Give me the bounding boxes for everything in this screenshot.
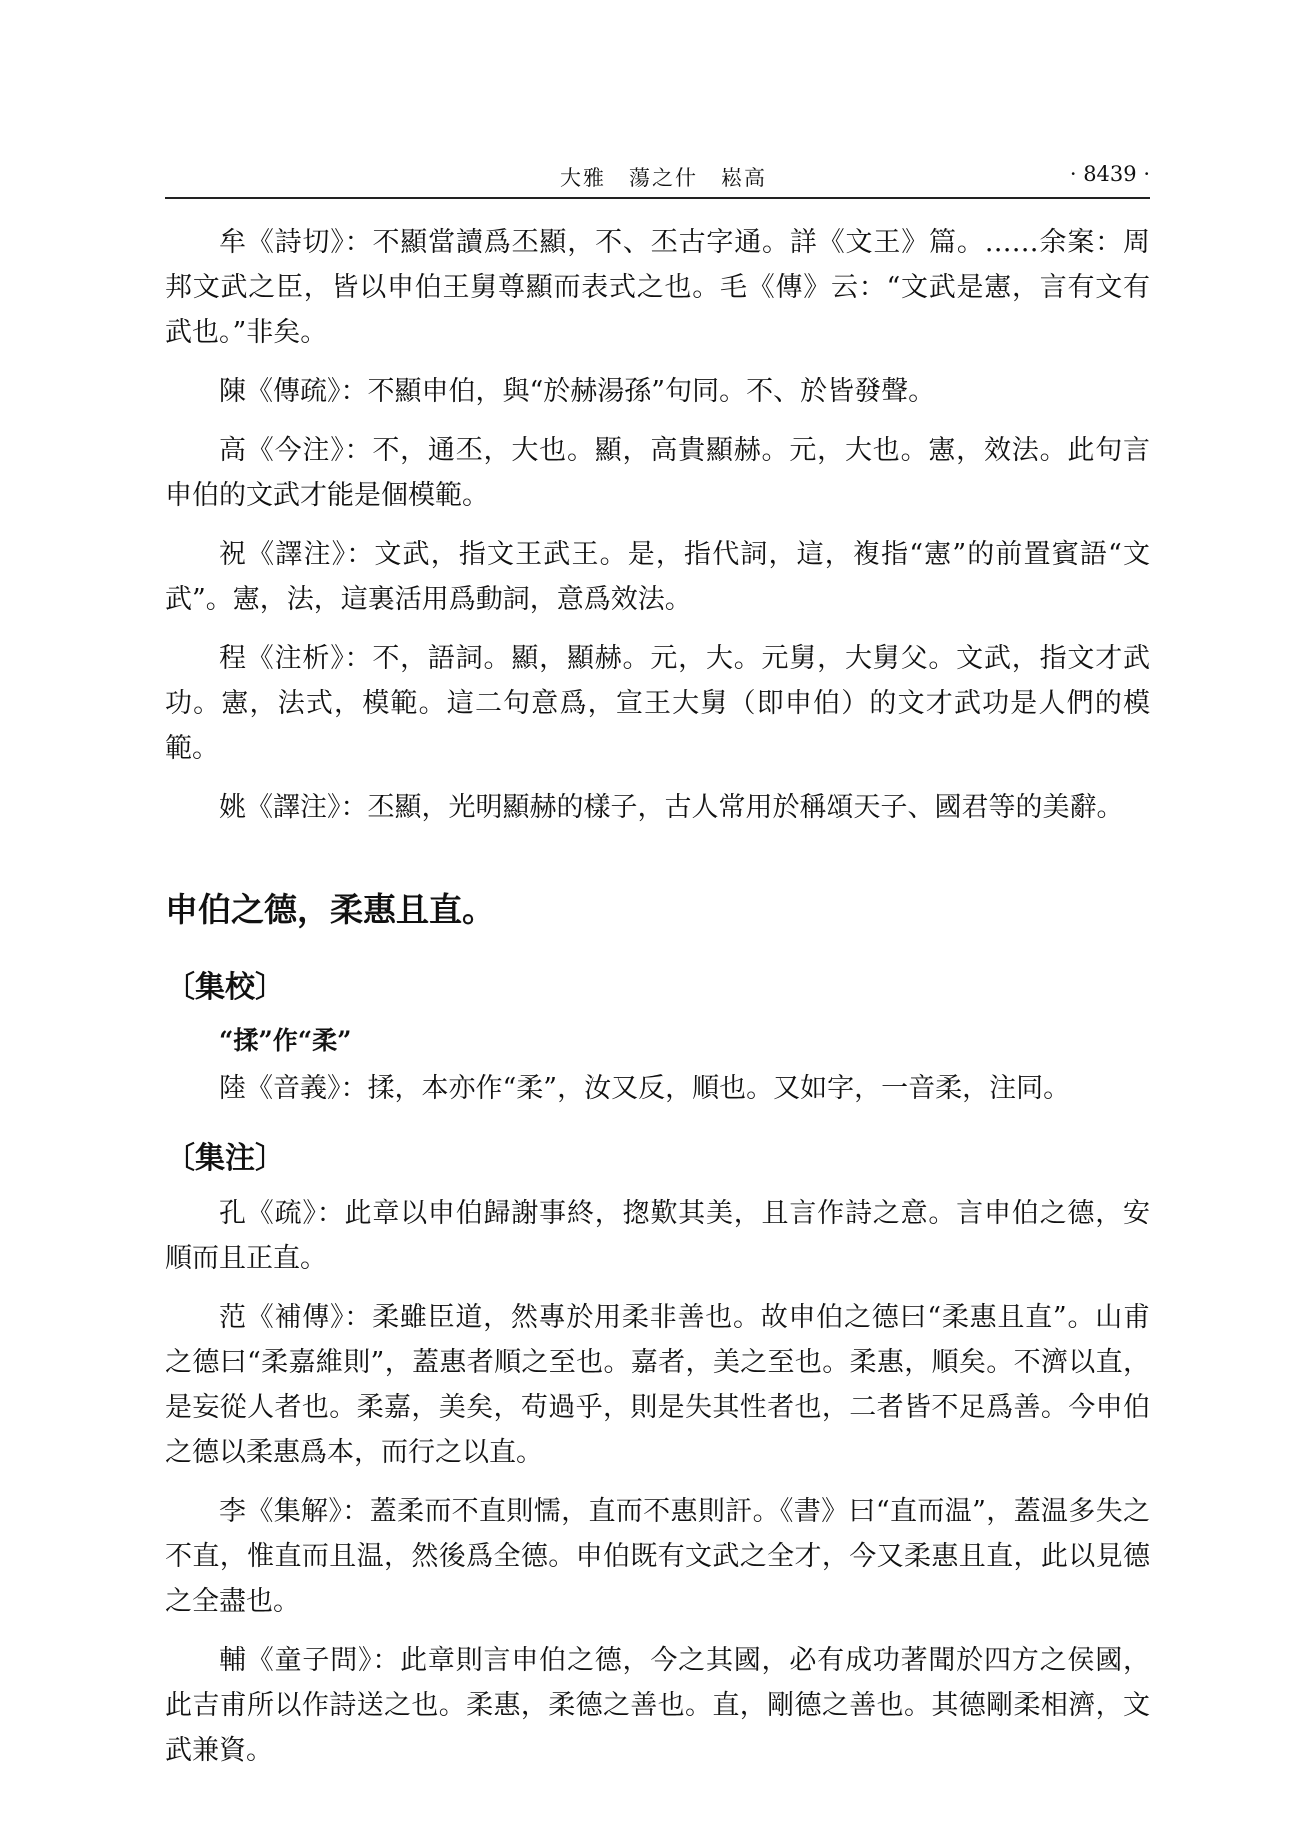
- commentary-paragraph: 范《補傳》：柔雖臣道，然專於用柔非善也。故申伯之德曰“柔惠且直”。山甫之德曰“柔嘉維則”，蓋惠者順之至也。嘉者，美之至也。柔惠，順矣。不濟以直，是妄從人者也。柔嘉，美矣，苟過乎，則是失其性者也，二者皆不足爲善。今申伯之德以柔惠爲本，而行之以直。: [165, 1302, 1150, 1468]
- variant-reading: “揉”作“柔”: [219, 1026, 352, 1055]
- commentary-paragraph: 孔《疏》：此章以申伯歸謝事終，揔歎其美，且言作詩之意。言申伯之德，安順而且正直。: [165, 1198, 1150, 1274]
- commentary-paragraph: 高《今注》：不，通丕，大也。顯，高貴顯赫。元，大也。憲，效法。此句言申伯的文武才能是個模範。: [165, 435, 1150, 511]
- commentary-paragraph: 姚《譯注》：丕顯，光明顯赫的樣子，古人常用於稱頌天子、國君等的美辭。: [219, 792, 1124, 823]
- commentary-paragraph: 輔《童子問》：此章則言申伯之德，今之其國，必有成功著聞於四方之侯國，此吉甫所以作詩送之也。柔惠，柔德之善也。直，剛德之善也。其德剛柔相濟，文武兼資。: [165, 1645, 1150, 1766]
- section-label-jizhu: 〔集注〕: [165, 1141, 285, 1176]
- header-rule: [165, 197, 1150, 199]
- commentary-paragraph: 李《集解》：蓋柔而不直則懦，直而不惠則訐。《書》曰“直而温”，蓋温多失之不直，惟直而且温，然後爲全德。申伯既有文武之全才，今又柔惠且直，此以見德之全盡也。: [165, 1496, 1150, 1617]
- commentary-paragraph: 陸《音義》：揉，本亦作“柔”，汝又反，順也。又如字，一音柔，注同。: [219, 1073, 1071, 1104]
- commentary-paragraph: 程《注析》：不，語詞。顯，顯赫。元，大。元舅，大舅父。文武，指文才武功。憲，法式，模範。這二句意爲，宣王大舅（即申伯）的文才武功是人們的模範。: [165, 643, 1150, 764]
- commentary-paragraph: 牟《詩切》：不顯當讀爲丕顯，不、丕古字通。詳《文王》篇。……余案：周邦文武之臣，皆以申伯王舅尊顯而表式之也。毛《傳》云：“文武是憲，言有文有武也。”非矣。: [165, 227, 1150, 348]
- page-number: · 8439 ·: [1069, 162, 1150, 186]
- running-header: [165, 160, 1150, 194]
- header-title: 大雅 蕩之什 崧高: [560, 166, 767, 190]
- section-label-jiaoxiao: 〔集校〕: [165, 970, 285, 1005]
- verse-heading: 申伯之德，柔惠且直。: [165, 890, 495, 929]
- commentary-paragraph: 祝《譯注》：文武，指文王武王。是，指代詞，這，複指“憲”的前置賓語“文武”。憲，法，這裏活用爲動詞，意爲效法。: [165, 539, 1150, 615]
- commentary-paragraph: 陳《傳疏》：不顯申伯，與“於赫湯孫”句同。不、於皆發聲。: [219, 376, 936, 407]
- page-body: [165, 220, 1150, 1787]
